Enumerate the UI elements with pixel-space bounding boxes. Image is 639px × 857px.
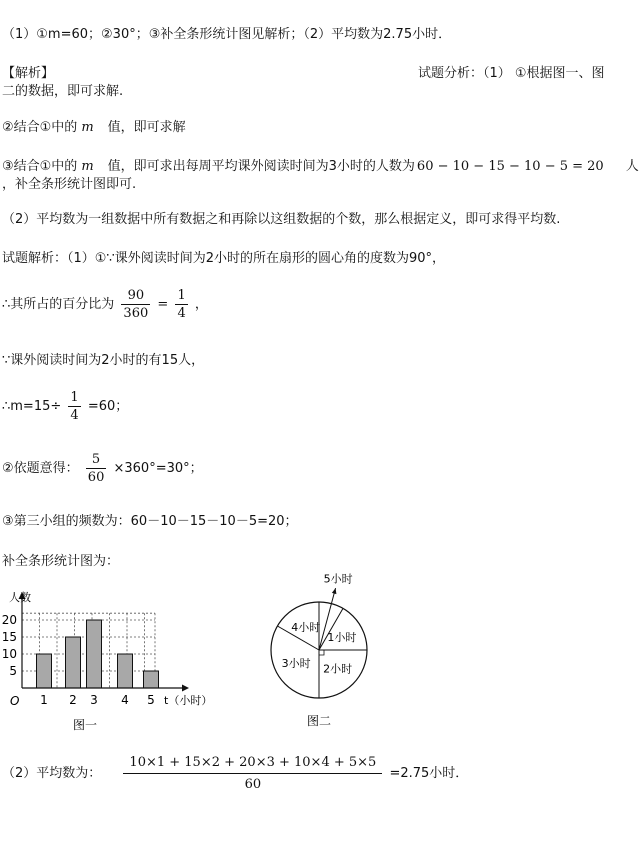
fraction-1-4: $\frac{1}{4}$ <box>177 288 186 321</box>
pie-label: 2小时 <box>323 662 353 676</box>
x-tick-label: 5 <box>147 693 155 707</box>
x-axis-arrow <box>182 685 189 692</box>
right-angle-mark <box>319 650 324 655</box>
y-axis-label: 人数 <box>9 591 31 604</box>
x-tick-label: 3 <box>90 693 98 707</box>
x-tick-label: 1 <box>40 693 48 707</box>
chart-labels <box>2 590 213 732</box>
bar-3 <box>87 620 102 688</box>
y-tick-label: 20 <box>1 613 17 627</box>
bar-chart <box>0 583 240 735</box>
analysis-point-3-cont: ，补全条形统计图即可. <box>2 177 137 192</box>
solution-step-3: ∵课外阅读时间为2小时的有15人， <box>2 353 205 368</box>
solution-step-7: 补全条形统计图为： <box>2 554 120 569</box>
answer-line: （1）①m=60；②30°；③补全条形统计图见解析；（2）平均数为2.75小时． <box>2 27 452 42</box>
x-tick-label: 4 <box>121 693 129 707</box>
variable-m: m <box>81 159 94 174</box>
analysis-point-2: ②结合①中的 m 值，即可求解 <box>2 120 186 135</box>
bar-1 <box>37 654 52 688</box>
pie-label: 5小时 <box>323 572 353 586</box>
bar-2 <box>66 637 81 688</box>
solution-step-4: ∴m=15÷ $\frac{1}{4}$ =60； <box>2 390 129 423</box>
x-tick-label: 2 <box>69 693 77 707</box>
origin-label: O <box>10 694 20 708</box>
bar-5 <box>144 671 159 688</box>
analysis-point-3: ③结合①中的 m 值，即可求出每周平均课外阅读时间为3小时的人数为 60 − 10 − 15 − 10 − 5 = 20 人 <box>2 159 639 174</box>
variable-m: m <box>81 120 94 135</box>
fraction-1-4: $\frac{1}{4}$ <box>70 390 79 423</box>
pie-label: 1小时 <box>327 630 357 644</box>
y-tick-label: 5 <box>9 664 17 678</box>
solution-step-2: ∴其所占的百分比为 $\frac{90}{360}$ = $\frac{1}{4}$ ， <box>2 288 208 321</box>
y-tick-label: 10 <box>1 647 17 661</box>
solution-step-8: （2）平均数为： $\frac{10\times 1 + 15\times 2 + 20\times 3 + 10\times 4 + 5\times 5}{60}$ =2.75小时． <box>2 755 469 792</box>
solution-step-5: ②依题意得： $\frac{5}{60}$ ×360°=30°； <box>2 452 203 485</box>
analysis-point-4: （2）平均数为一组数据中所有数据之和再除以这组数据的个数，那么根据定义，即可求得平均数. <box>2 212 561 227</box>
figure-caption: 图一 <box>72 718 98 732</box>
pie-chart <box>258 572 383 735</box>
solution-step-1: 试题解析：（1）①∵课外阅读时间为2小时的所在扇形的圆心角的度数为90°， <box>2 251 446 266</box>
analysis-heading: 【解析】 <box>2 66 55 81</box>
count-expression: 60 − 10 − 15 − 10 − 5 = 20 <box>416 159 604 174</box>
pie-label: 4小时 <box>291 621 321 635</box>
fraction-5-60: $\frac{5}{60}$ <box>87 452 105 485</box>
y-tick-label: 15 <box>1 630 17 644</box>
analysis-lead: 试题分析：（1） ①根据图一、图 <box>418 66 605 81</box>
analysis-lead-cont: 二的数据，即可求解. <box>2 84 124 99</box>
pie-label: 3小时 <box>281 657 311 671</box>
x-axis-label: t（小时） <box>164 694 213 707</box>
mean-fraction: $\frac{10\times 1 + 15\times 2 + 20\times 3 + 10\times 4 + 5\times 5}{60}$ <box>123 755 382 792</box>
bar-4 <box>118 654 133 688</box>
fraction-90-360: $\frac{90}{360}$ <box>123 288 149 321</box>
figure-caption: 图二 <box>306 714 332 728</box>
solution-step-6: ③第三小组的频数为：60－10－15－10－5=20； <box>2 514 298 529</box>
